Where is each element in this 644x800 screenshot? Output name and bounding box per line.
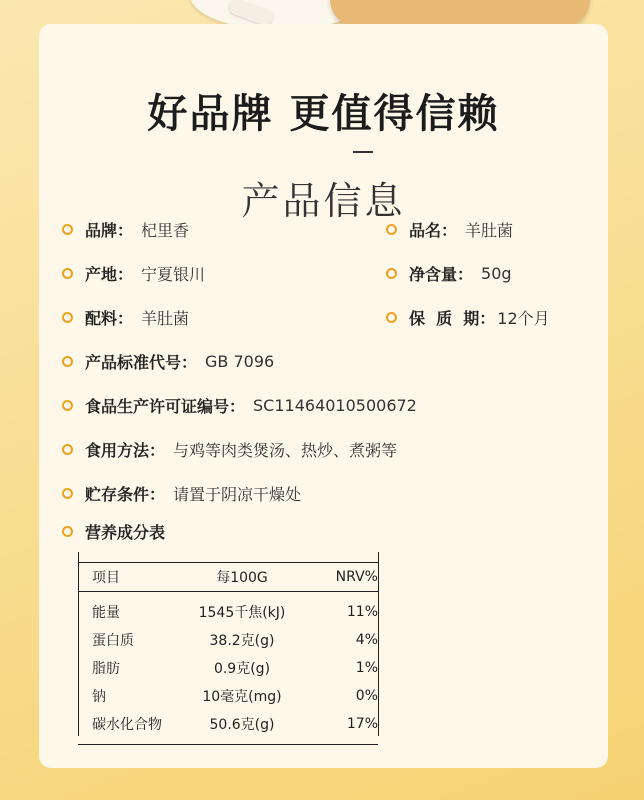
nutrient-nrv: 0% — [355, 688, 378, 704]
usage-value: 与鸡等肉类煲汤、热炒、煮粥等 — [173, 441, 398, 460]
bullet-icon — [386, 224, 397, 235]
bullet-icon — [62, 444, 73, 455]
table-row — [78, 710, 378, 738]
info-row-net-weight — [386, 262, 512, 285]
bullet-icon — [62, 224, 73, 235]
bullet-icon — [62, 526, 73, 537]
nutrient-name: 能量 — [92, 605, 120, 621]
bullet-icon — [62, 312, 73, 323]
info-row-brand — [62, 218, 189, 241]
nutrition-title: 营养成分表 — [85, 523, 166, 542]
nutrient-name: 脂肪 — [92, 661, 120, 677]
standard-code-value: GB 7096 — [205, 352, 275, 371]
license-label: 食品生产许可证编号： — [85, 397, 246, 416]
info-row-license — [62, 394, 417, 417]
bullet-icon — [62, 488, 73, 499]
nutrient-nrv: 17% — [346, 716, 378, 732]
nutrient-amount: 10毫克(mg) — [202, 689, 282, 705]
origin-label: 产地： — [85, 265, 134, 284]
nutrient-nrv: 11% — [346, 604, 378, 620]
table-row — [78, 598, 378, 626]
table-row — [78, 682, 378, 710]
storage-label: 贮存条件： — [85, 485, 166, 504]
bullet-icon — [62, 268, 73, 279]
nutrient-amount: 1545千焦(kJ) — [198, 605, 286, 621]
nutrient-amount: 0.9克(g) — [213, 661, 271, 677]
table-header-row — [78, 563, 378, 592]
header-item: 项目 — [92, 570, 120, 586]
info-row-shelf-life — [386, 306, 550, 329]
license-value: SC11464010500672 — [253, 396, 417, 415]
brand-value: 杞里香 — [141, 221, 190, 240]
shelf-life-label: 保 质 期： — [409, 309, 496, 328]
info-row-usage — [62, 438, 397, 461]
table-row — [78, 626, 378, 654]
info-row-storage — [62, 482, 301, 505]
nutrient-amount: 38.2克(g) — [209, 633, 275, 649]
table-row — [78, 654, 378, 682]
net-weight-value: 50g — [481, 264, 512, 283]
product-name-label: 品名： — [409, 221, 458, 240]
net-weight-label: 净含量： — [409, 265, 474, 284]
header-per100g: 每100G — [216, 570, 268, 586]
info-row-origin — [62, 262, 205, 285]
shelf-life-value: 12个月 — [497, 309, 550, 328]
nutrient-name: 钠 — [92, 689, 106, 705]
table-border-right — [378, 552, 379, 736]
nutrient-nrv: 4% — [355, 632, 378, 648]
info-row-product-name — [386, 218, 513, 241]
brand-label: 品牌： — [85, 221, 134, 240]
header-nrv: NRV% — [335, 569, 378, 585]
bullet-icon — [386, 268, 397, 279]
standard-code-label: 产品标准代号： — [85, 353, 198, 372]
storage-value: 请置于阴凉干燥处 — [173, 485, 302, 504]
headline-wrap — [39, 82, 608, 139]
bullet-icon — [386, 312, 397, 323]
info-row-standard-code — [62, 350, 274, 373]
nutrient-name: 碳水化合物 — [92, 717, 162, 733]
product-name-value: 羊肚菌 — [465, 221, 514, 240]
nutrient-amount: 50.6克(g) — [209, 717, 275, 733]
ingredients-label: 配料： — [85, 309, 134, 328]
origin-value: 宁夏银川 — [141, 265, 206, 284]
headline: 好品牌 更值得信赖 — [142, 82, 506, 139]
nutrition-title-row — [62, 520, 165, 543]
nutrient-name: 蛋白质 — [92, 633, 134, 649]
bullet-icon — [62, 400, 73, 411]
nutrition-table — [78, 562, 378, 745]
table-body — [78, 592, 378, 744]
bullet-icon — [62, 356, 73, 367]
section-title: 产品信息 — [241, 179, 406, 223]
info-row-ingredients — [62, 306, 189, 329]
ingredients-value: 羊肚菌 — [141, 309, 190, 328]
divider-dash — [353, 151, 373, 153]
nutrient-nrv: 1% — [355, 660, 378, 676]
usage-label: 食用方法： — [85, 441, 166, 460]
